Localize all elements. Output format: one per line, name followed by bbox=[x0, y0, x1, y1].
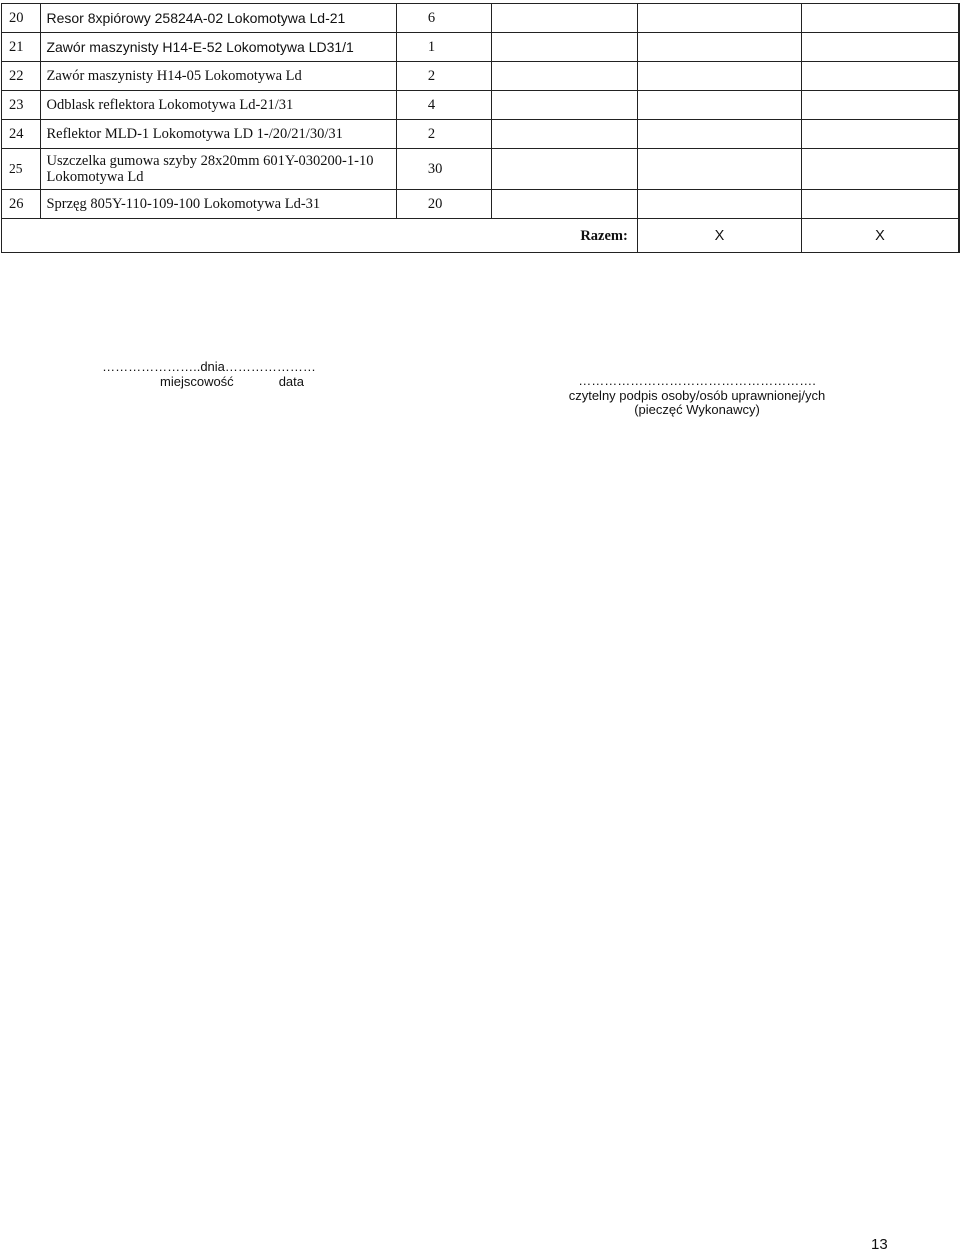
summary-mark: X bbox=[637, 219, 801, 253]
item-quantity: 2 bbox=[396, 120, 492, 149]
table-row bbox=[2, 62, 960, 91]
empty-cell bbox=[492, 120, 637, 149]
signature-caption: czytelny podpis osoby/osób uprawnionej/ych bbox=[568, 387, 826, 403]
item-quantity: 6 bbox=[396, 4, 492, 33]
empty-cell bbox=[492, 4, 637, 33]
total-label: Razem: bbox=[2, 219, 638, 253]
item-quantity: 4 bbox=[396, 91, 492, 120]
item-name: Odblask reflektora Lokomotywa Ld-21/31 bbox=[41, 91, 396, 120]
empty-cell bbox=[637, 120, 801, 149]
summary-row bbox=[2, 219, 960, 253]
item-quantity: 30 bbox=[396, 149, 492, 190]
empty-cell bbox=[492, 149, 637, 190]
item-name: Zawór maszynisty H14-05 Lokomotywa Ld bbox=[41, 62, 396, 91]
table-row bbox=[2, 149, 960, 190]
empty-cell bbox=[637, 91, 801, 120]
row-number: 25 bbox=[2, 149, 41, 190]
item-name: Reflektor MLD-1 Lokomotywa LD 1-/20/21/30/31 bbox=[41, 120, 396, 149]
item-name: Zawór maszynisty H14-E-52 Lokomotywa LD31/1 bbox=[41, 33, 396, 62]
contractor-signature bbox=[560, 374, 834, 418]
place-date-captions bbox=[78, 374, 340, 389]
empty-cell bbox=[958, 120, 959, 149]
empty-cell bbox=[958, 4, 959, 33]
empty-cell bbox=[958, 190, 959, 219]
date-caption: data bbox=[278, 374, 304, 389]
empty-cell bbox=[637, 190, 801, 219]
items-table bbox=[1, 3, 960, 253]
row-number: 21 bbox=[2, 33, 41, 62]
empty-cell bbox=[637, 62, 801, 91]
item-name: Resor 8xpiórowy 25824A-02 Lokomotywa Ld-21 bbox=[41, 4, 396, 33]
empty-cell bbox=[958, 149, 959, 190]
empty-cell bbox=[492, 62, 637, 91]
empty-cell bbox=[802, 62, 959, 91]
item-name: Sprzęg 805Y-110-109-100 Lokomotywa Ld-31 bbox=[41, 190, 396, 219]
empty-cell bbox=[802, 91, 959, 120]
table-row bbox=[2, 120, 960, 149]
empty-cell bbox=[802, 120, 959, 149]
item-quantity: 2 bbox=[396, 62, 492, 91]
empty-cell bbox=[637, 33, 801, 62]
table-row bbox=[2, 4, 960, 33]
table-row bbox=[2, 91, 960, 120]
item-quantity: 20 bbox=[396, 190, 492, 219]
empty-cell bbox=[637, 149, 801, 190]
row-number: 24 bbox=[2, 120, 41, 149]
table-row bbox=[2, 190, 960, 219]
item-name: Uszczelka gumowa szyby 28x20mm 601Y-030200-1-10 Lokomotywa Ld bbox=[41, 149, 396, 190]
empty-cell bbox=[958, 219, 959, 253]
empty-cell bbox=[958, 91, 959, 120]
row-number: 22 bbox=[2, 62, 41, 91]
signature-line: ………………………………………………. bbox=[578, 373, 816, 388]
empty-cell bbox=[492, 33, 637, 62]
row-number: 26 bbox=[2, 190, 41, 219]
place-caption: miejscowość bbox=[160, 374, 234, 389]
page-number: 13 bbox=[871, 1236, 888, 1253]
empty-cell bbox=[958, 33, 959, 62]
place-date-line: …………………..dnia………………… bbox=[102, 359, 316, 374]
stamp-caption: (pieczęć Wykonawcy) bbox=[634, 402, 760, 417]
empty-cell bbox=[492, 91, 637, 120]
empty-cell bbox=[802, 190, 959, 219]
table-row bbox=[2, 33, 960, 62]
place-date-signature bbox=[78, 359, 340, 389]
item-quantity: 1 bbox=[396, 33, 492, 62]
row-number: 23 bbox=[2, 91, 41, 120]
empty-cell bbox=[637, 4, 801, 33]
empty-cell bbox=[802, 149, 959, 190]
empty-cell bbox=[492, 190, 637, 219]
empty-cell bbox=[802, 33, 959, 62]
empty-cell bbox=[958, 62, 959, 91]
empty-cell bbox=[802, 4, 959, 33]
summary-mark: X bbox=[802, 219, 959, 253]
row-number: 20 bbox=[2, 4, 41, 33]
